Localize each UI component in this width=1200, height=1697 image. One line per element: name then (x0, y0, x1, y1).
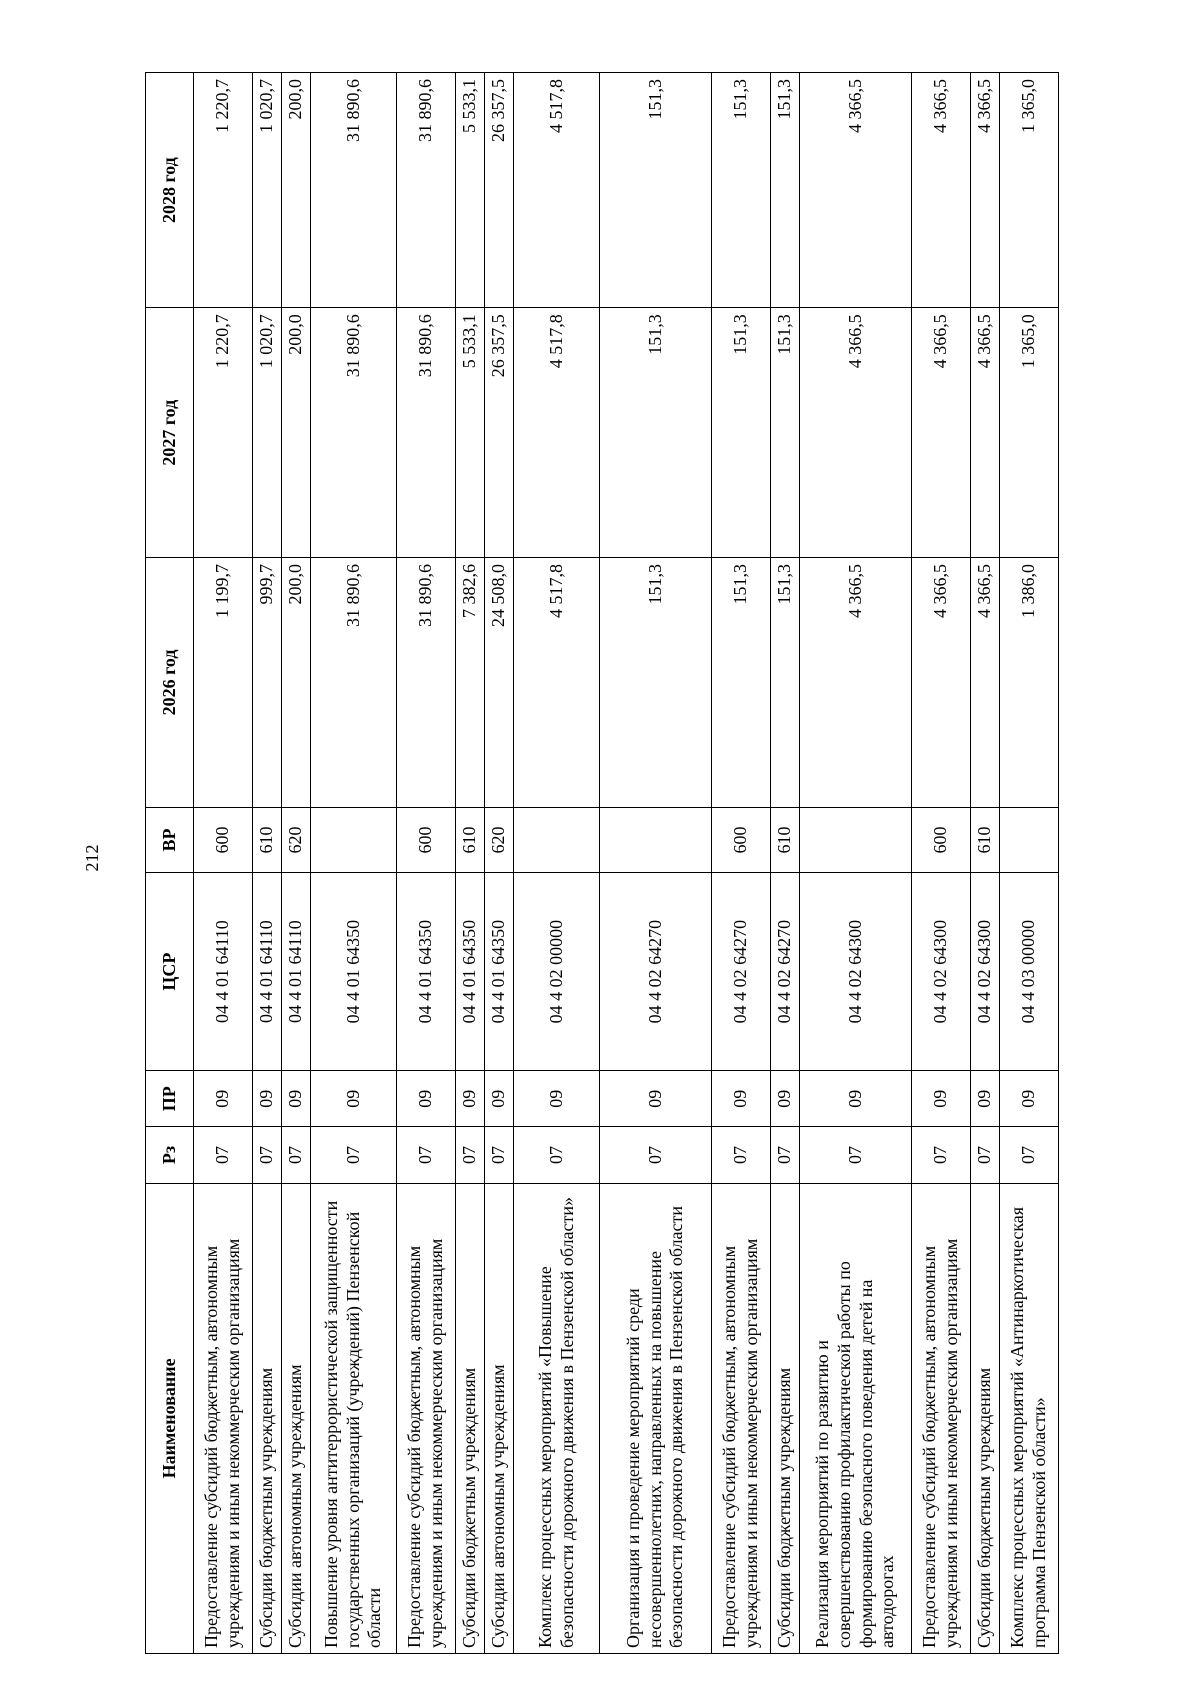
cell-csr: 04 4 03 00000 (1000, 873, 1059, 1071)
cell-pr: 09 (712, 1071, 771, 1127)
cell-pr: 09 (485, 1071, 514, 1127)
cell-rz: 07 (282, 1127, 311, 1183)
cell-pr: 09 (971, 1071, 1000, 1127)
cell-2026: 4 517,8 (514, 558, 600, 808)
cell-rz: 07 (194, 1127, 253, 1183)
table-row (600, 73, 712, 1654)
cell-2026: 151,3 (600, 558, 712, 808)
cell-2026: 151,3 (712, 558, 771, 808)
cell-2028: 1 020,7 (253, 73, 282, 308)
cell-2026: 1 199,7 (194, 558, 253, 808)
cell-name: Субсидии бюджетным учреждениям (253, 1183, 282, 1653)
table-body (194, 73, 1059, 1654)
cell-vr (800, 807, 912, 872)
cell-csr: 04 4 01 64350 (397, 873, 456, 1071)
cell-2027: 4 366,5 (971, 308, 1000, 558)
cell-rz: 07 (311, 1127, 397, 1183)
cell-csr: 04 4 02 00000 (514, 873, 600, 1071)
cell-2028: 4 366,5 (912, 73, 971, 308)
cell-name: Субсидии автономным учреждениям (282, 1183, 311, 1653)
cell-2027: 5 533,1 (456, 308, 485, 558)
cell-name: Реализация мероприятий по развитию и совершенствованию профилактической работы по формированию безопасного поведения детей на автодорогах (800, 1183, 912, 1653)
cell-name: Организация и проведение мероприятий среди несовершеннолетних, направленных на повышение безопасности дорожного движения в Пензенской области (600, 1183, 712, 1653)
cell-name: Повышение уровня антитеррористической защищенности государственных организаций (учреждений) Пензенской области (311, 1183, 397, 1653)
cell-vr (514, 807, 600, 872)
cell-2028: 151,3 (712, 73, 771, 308)
cell-name: Предоставление субсидий бюджетным, автономным учреждениям и иным некоммерческим организациям (194, 1183, 253, 1653)
cell-2028: 4 517,8 (514, 73, 600, 308)
cell-2027: 151,3 (712, 308, 771, 558)
cell-pr: 09 (456, 1071, 485, 1127)
header-2027: 2027 год (146, 308, 194, 558)
table-row (485, 73, 514, 1654)
cell-rz: 07 (771, 1127, 800, 1183)
cell-csr: 04 4 01 64110 (253, 873, 282, 1071)
cell-2026: 4 366,5 (800, 558, 912, 808)
cell-pr: 09 (282, 1071, 311, 1127)
cell-pr: 09 (311, 1071, 397, 1127)
cell-2028: 151,3 (600, 73, 712, 308)
cell-rz: 07 (600, 1127, 712, 1183)
cell-csr: 04 4 01 64110 (194, 873, 253, 1071)
cell-rz: 07 (971, 1127, 1000, 1183)
cell-2026: 1 386,0 (1000, 558, 1059, 808)
cell-name: Субсидии бюджетным учреждениям (771, 1183, 800, 1653)
cell-rz: 07 (800, 1127, 912, 1183)
cell-rz: 07 (1000, 1127, 1059, 1183)
cell-2028: 1 365,0 (1000, 73, 1059, 308)
cell-2026: 151,3 (771, 558, 800, 808)
cell-rz: 07 (514, 1127, 600, 1183)
cell-2026: 200,0 (282, 558, 311, 808)
cell-2028: 4 366,5 (971, 73, 1000, 308)
cell-vr (1000, 807, 1059, 872)
cell-pr: 09 (800, 1071, 912, 1127)
cell-vr: 610 (971, 807, 1000, 872)
cell-vr (600, 807, 712, 872)
cell-2026: 24 508,0 (485, 558, 514, 808)
cell-vr: 610 (771, 807, 800, 872)
header-2028: 2028 год (146, 73, 194, 308)
cell-pr: 09 (194, 1071, 253, 1127)
cell-2027: 1 220,7 (194, 308, 253, 558)
cell-vr: 600 (912, 807, 971, 872)
cell-csr: 04 4 01 64110 (282, 873, 311, 1071)
table-header-row (146, 73, 194, 1654)
cell-2027: 4 366,5 (912, 308, 971, 558)
cell-2026: 4 366,5 (912, 558, 971, 808)
cell-2028: 26 357,5 (485, 73, 514, 308)
table-row (912, 73, 971, 1654)
cell-2028: 4 366,5 (800, 73, 912, 308)
header-2026: 2026 год (146, 558, 194, 808)
budget-table (145, 72, 1059, 1654)
cell-pr: 09 (397, 1071, 456, 1127)
cell-2028: 1 220,7 (194, 73, 253, 308)
cell-pr: 09 (600, 1071, 712, 1127)
header-vr: ВР (146, 807, 194, 872)
cell-name: Субсидии бюджетным учреждениям (456, 1183, 485, 1653)
cell-csr: 04 4 02 64270 (771, 873, 800, 1071)
cell-2027: 200,0 (282, 308, 311, 558)
table-row (282, 73, 311, 1654)
cell-csr: 04 4 01 64350 (311, 873, 397, 1071)
table-row (514, 73, 600, 1654)
cell-vr: 600 (397, 807, 456, 872)
cell-2027: 4 517,8 (514, 308, 600, 558)
cell-pr: 09 (912, 1071, 971, 1127)
cell-2027: 151,3 (600, 308, 712, 558)
table-row (800, 73, 912, 1654)
table-row (712, 73, 771, 1654)
cell-vr (311, 807, 397, 872)
cell-2028: 151,3 (771, 73, 800, 308)
header-rz: Рз (146, 1127, 194, 1183)
cell-pr: 09 (514, 1071, 600, 1127)
cell-rz: 07 (712, 1127, 771, 1183)
cell-csr: 04 4 01 64350 (485, 873, 514, 1071)
cell-2026: 4 366,5 (971, 558, 1000, 808)
cell-2027: 26 357,5 (485, 308, 514, 558)
cell-csr: 04 4 02 64300 (912, 873, 971, 1071)
table-row (194, 73, 253, 1654)
cell-vr: 600 (194, 807, 253, 872)
cell-2026: 31 890,6 (397, 558, 456, 808)
cell-2026: 999,7 (253, 558, 282, 808)
cell-name: Субсидии бюджетным учреждениям (971, 1183, 1000, 1653)
cell-2028: 31 890,6 (311, 73, 397, 308)
page-number: 212 (82, 844, 102, 872)
cell-csr: 04 4 02 64270 (600, 873, 712, 1071)
cell-2027: 1 365,0 (1000, 308, 1059, 558)
cell-rz: 07 (253, 1127, 282, 1183)
cell-name: Комплекс процессных мероприятий «Антинаркотическая программа Пензенской области» (1000, 1183, 1059, 1653)
cell-vr: 610 (456, 807, 485, 872)
cell-vr: 620 (485, 807, 514, 872)
table-row (1000, 73, 1059, 1654)
cell-rz: 07 (912, 1127, 971, 1183)
cell-2026: 31 890,6 (311, 558, 397, 808)
cell-rz: 07 (397, 1127, 456, 1183)
cell-2028: 31 890,6 (397, 73, 456, 308)
cell-rz: 07 (485, 1127, 514, 1183)
cell-vr: 620 (282, 807, 311, 872)
cell-vr: 610 (253, 807, 282, 872)
cell-2027: 151,3 (771, 308, 800, 558)
header-name: Наименование (146, 1183, 194, 1653)
cell-2027: 4 366,5 (800, 308, 912, 558)
cell-vr: 600 (712, 807, 771, 872)
cell-pr: 09 (771, 1071, 800, 1127)
cell-2027: 31 890,6 (397, 308, 456, 558)
cell-2028: 200,0 (282, 73, 311, 308)
cell-pr: 09 (1000, 1071, 1059, 1127)
table-row (311, 73, 397, 1654)
cell-2027: 31 890,6 (311, 308, 397, 558)
cell-csr: 04 4 02 64270 (712, 873, 771, 1071)
header-csr: ЦСР (146, 873, 194, 1071)
cell-2027: 1 020,7 (253, 308, 282, 558)
cell-csr: 04 4 02 64300 (971, 873, 1000, 1071)
cell-pr: 09 (253, 1071, 282, 1127)
cell-2028: 5 533,1 (456, 73, 485, 308)
cell-csr: 04 4 02 64300 (800, 873, 912, 1071)
header-pr: ПР (146, 1071, 194, 1127)
table-row (253, 73, 282, 1654)
cell-name: Предоставление субсидий бюджетным, автономным учреждениям и иным некоммерческим организациям (397, 1183, 456, 1653)
cell-csr: 04 4 01 64350 (456, 873, 485, 1071)
table-row (771, 73, 800, 1654)
cell-name: Комплекс процессных мероприятий «Повышение безопасности дорожного движения в Пензенской области» (514, 1183, 600, 1653)
table-row (456, 73, 485, 1654)
cell-name: Предоставление субсидий бюджетным, автономным учреждениям и иным некоммерческим организациям (712, 1183, 771, 1653)
table-row (397, 73, 456, 1654)
budget-table-container (145, 72, 1049, 1654)
cell-rz: 07 (456, 1127, 485, 1183)
cell-2026: 7 382,6 (456, 558, 485, 808)
table-row (971, 73, 1000, 1654)
cell-name: Субсидии автономным учреждениям (485, 1183, 514, 1653)
cell-name: Предоставление субсидий бюджетным, автономным учреждениям и иным некоммерческим организациям (912, 1183, 971, 1653)
